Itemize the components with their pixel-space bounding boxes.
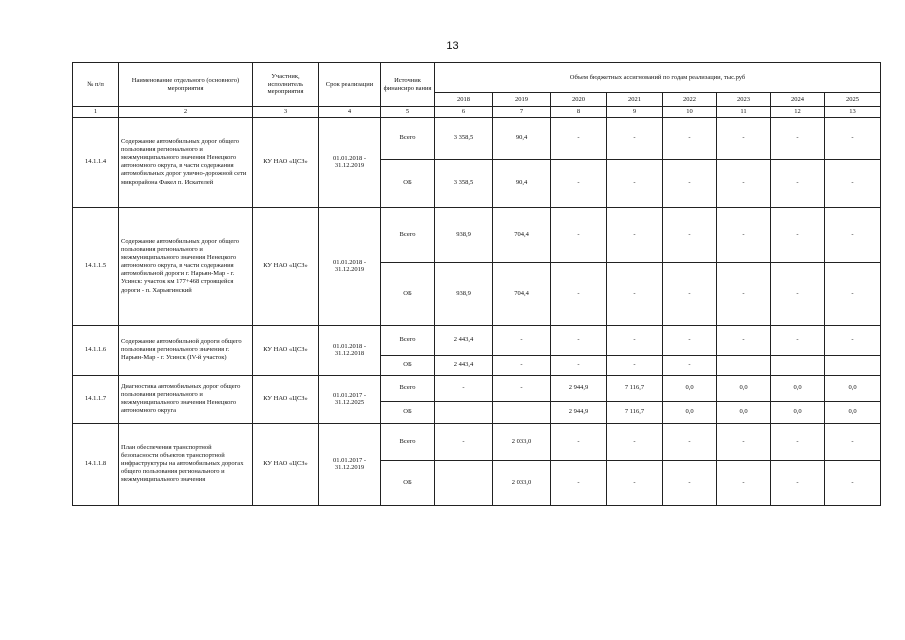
header-name: Наименование отдельного (основного) мероприятия — [119, 63, 253, 107]
row-period: 01.01.2018 - 31.12.2018 — [319, 325, 381, 375]
row-participant: КУ НАО «ЦСЗ» — [253, 207, 319, 325]
value-cell: - — [551, 262, 607, 325]
column-number: 6 — [435, 107, 493, 118]
value-cell: 938,9 — [435, 262, 493, 325]
value-cell: - — [663, 460, 717, 505]
value-cell: 0,0 — [771, 375, 825, 401]
value-cell: - — [771, 325, 825, 355]
value-cell: - — [825, 460, 881, 505]
value-cell: - — [825, 262, 881, 325]
column-number: 9 — [607, 107, 663, 118]
row-participant: КУ НАО «ЦСЗ» — [253, 325, 319, 375]
column-number: 8 — [551, 107, 607, 118]
value-cell: - — [607, 262, 663, 325]
value-cell: 0,0 — [825, 375, 881, 401]
row-id: 14.1.1.8 — [73, 423, 119, 505]
value-cell: 3 358,5 — [435, 159, 493, 207]
value-cell: - — [717, 460, 771, 505]
row-source: ОБ — [381, 262, 435, 325]
table-row — [73, 117, 881, 159]
value-cell — [493, 401, 551, 423]
column-number: 12 — [771, 107, 825, 118]
value-cell: - — [607, 325, 663, 355]
value-cell: - — [607, 423, 663, 460]
value-cell: - — [663, 207, 717, 262]
header-source: Источник финансиро вания — [381, 63, 435, 107]
value-cell: 0,0 — [825, 401, 881, 423]
header-volume: Объем бюджетных ассигнований по годам реализации, тыс.руб — [435, 63, 881, 93]
value-cell — [435, 460, 493, 505]
row-participant: КУ НАО «ЦСЗ» — [253, 423, 319, 505]
header-year: 2025 — [825, 93, 881, 107]
header-year: 2021 — [607, 93, 663, 107]
row-source: Всего — [381, 423, 435, 460]
header-participant: Участник, исполнитель мероприятия — [253, 63, 319, 107]
row-id: 14.1.1.6 — [73, 325, 119, 375]
value-cell: 3 358,5 — [435, 117, 493, 159]
value-cell: 2 033,0 — [493, 460, 551, 505]
value-cell — [771, 355, 825, 375]
row-source: ОБ — [381, 460, 435, 505]
table-row — [73, 325, 881, 355]
value-cell: - — [663, 117, 717, 159]
value-cell: - — [825, 325, 881, 355]
value-cell: 90,4 — [493, 159, 551, 207]
row-participant: КУ НАО «ЦСЗ» — [253, 375, 319, 423]
value-cell: 0,0 — [717, 401, 771, 423]
value-cell: - — [493, 375, 551, 401]
value-cell — [825, 355, 881, 375]
value-cell: 90,4 — [493, 117, 551, 159]
table-row — [73, 423, 881, 460]
row-id: 14.1.1.5 — [73, 207, 119, 325]
row-name: Содержание автомобильной дороги общего пользования регионального значения г. Нарьян-Мар - г. Усинск (IV-й участок) — [119, 325, 253, 375]
table-row — [73, 207, 881, 262]
budget-table — [72, 62, 881, 506]
value-cell: 2 033,0 — [493, 423, 551, 460]
value-cell: - — [551, 117, 607, 159]
value-cell: 2 944,9 — [551, 375, 607, 401]
row-source: Всего — [381, 117, 435, 159]
row-name: Диагностика автомобильных дорог общего пользования регионального и межмуниципального значения Ненецкого автономного округа — [119, 375, 253, 423]
value-cell: - — [607, 117, 663, 159]
value-cell: 2 443,4 — [435, 355, 493, 375]
row-source: ОБ — [381, 401, 435, 423]
value-cell: 938,9 — [435, 207, 493, 262]
value-cell: - — [435, 375, 493, 401]
value-cell: - — [663, 423, 717, 460]
value-cell: - — [551, 159, 607, 207]
value-cell: - — [663, 355, 717, 375]
value-cell: - — [607, 207, 663, 262]
column-number: 3 — [253, 107, 319, 118]
value-cell: - — [663, 262, 717, 325]
value-cell: - — [551, 325, 607, 355]
column-number: 4 — [319, 107, 381, 118]
row-period: 01.01.2018 - 31.12.2019 — [319, 207, 381, 325]
row-source: Всего — [381, 375, 435, 401]
column-number: 2 — [119, 107, 253, 118]
value-cell: - — [607, 355, 663, 375]
row-source: ОБ — [381, 355, 435, 375]
row-source: ОБ — [381, 159, 435, 207]
value-cell: - — [551, 355, 607, 375]
value-cell: - — [607, 159, 663, 207]
column-number: 11 — [717, 107, 771, 118]
column-number: 7 — [493, 107, 551, 118]
value-cell: 0,0 — [663, 375, 717, 401]
row-name: План обеспечения транспортной безопасности объектов транспортной инфраструктуры на автомобильных дорогах общего пользования регионального и межмуниципального значения — [119, 423, 253, 505]
header-year: 2019 — [493, 93, 551, 107]
value-cell: - — [825, 423, 881, 460]
row-participant: КУ НАО «ЦСЗ» — [253, 117, 319, 207]
value-cell: - — [771, 117, 825, 159]
value-cell: - — [771, 423, 825, 460]
value-cell: - — [717, 423, 771, 460]
header-period: Срок реализации — [319, 63, 381, 107]
value-cell: - — [717, 117, 771, 159]
column-number: 1 — [73, 107, 119, 118]
value-cell: - — [771, 460, 825, 505]
value-cell: - — [551, 460, 607, 505]
header-year: 2024 — [771, 93, 825, 107]
table-row — [73, 375, 881, 401]
header-no: № п/п — [73, 63, 119, 107]
value-cell: - — [551, 207, 607, 262]
value-cell: - — [551, 423, 607, 460]
value-cell: - — [717, 325, 771, 355]
value-cell: - — [825, 117, 881, 159]
row-period: 01.01.2017 - 31.12.2019 — [319, 423, 381, 505]
value-cell: - — [771, 207, 825, 262]
value-cell: 0,0 — [717, 375, 771, 401]
value-cell: - — [771, 262, 825, 325]
row-id: 14.1.1.7 — [73, 375, 119, 423]
header-year: 2023 — [717, 93, 771, 107]
value-cell: - — [663, 159, 717, 207]
row-period: 01.01.2018 - 31.12.2019 — [319, 117, 381, 207]
value-cell: 704,4 — [493, 262, 551, 325]
row-source: Всего — [381, 207, 435, 262]
value-cell: 0,0 — [663, 401, 717, 423]
row-name: Содержание автомобильных дорог общего пользования регионального и межмуниципального значения Ненецкого автономного округа, в части содержания автомобильной дороги г. Нарьян-Мар - г. Усинск: участок км 177+468 строящейся дороги - п. Харьягинский — [119, 207, 253, 325]
row-period: 01.01.2017 - 31.12.2025 — [319, 375, 381, 423]
header-year: 2018 — [435, 93, 493, 107]
value-cell: - — [771, 159, 825, 207]
value-cell: - — [493, 355, 551, 375]
value-cell: - — [493, 325, 551, 355]
header-year: 2020 — [551, 93, 607, 107]
value-cell: 7 116,7 — [607, 401, 663, 423]
value-cell: - — [607, 460, 663, 505]
value-cell: 7 116,7 — [607, 375, 663, 401]
value-cell: 704,4 — [493, 207, 551, 262]
value-cell: - — [825, 159, 881, 207]
value-cell: 2 443,4 — [435, 325, 493, 355]
page-number: 13 — [446, 40, 459, 52]
column-number: 10 — [663, 107, 717, 118]
row-source: Всего — [381, 325, 435, 355]
value-cell: 0,0 — [771, 401, 825, 423]
value-cell: - — [717, 207, 771, 262]
value-cell: - — [435, 423, 493, 460]
value-cell — [435, 401, 493, 423]
row-name: Содержание автомобильных дорог общего пользования регионального и межмуниципального значения Ненецкого автономного округа, в части содержания автомобильных дорог улично-дорожной сети микрорайона Факел п. Искателей — [119, 117, 253, 207]
value-cell — [717, 355, 771, 375]
value-cell: - — [717, 159, 771, 207]
column-number: 13 — [825, 107, 881, 118]
value-cell: - — [717, 262, 771, 325]
column-number: 5 — [381, 107, 435, 118]
header-year: 2022 — [663, 93, 717, 107]
value-cell: 2 944,9 — [551, 401, 607, 423]
value-cell: - — [663, 325, 717, 355]
row-id: 14.1.1.4 — [73, 117, 119, 207]
value-cell: - — [825, 207, 881, 262]
